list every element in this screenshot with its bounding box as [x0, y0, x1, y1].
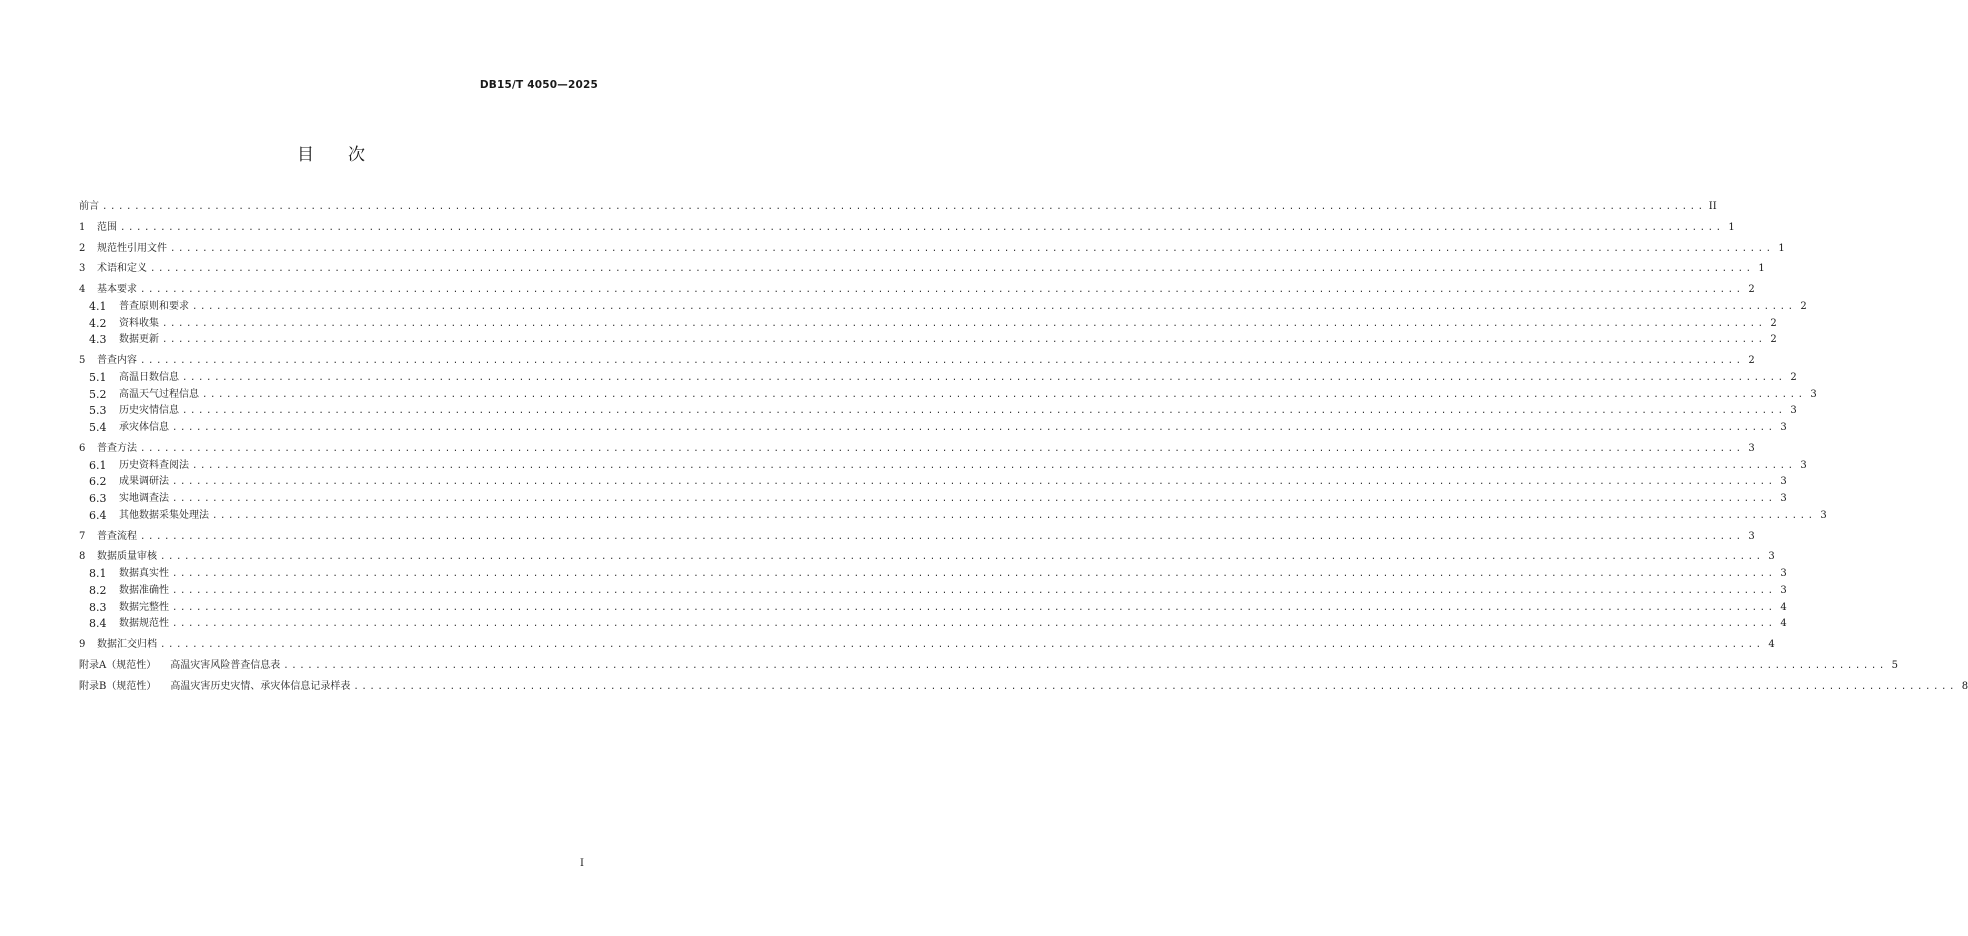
- toc-entry[interactable]: [79, 370, 1797, 387]
- dot-leader: ........................................................................................................................................................................................................: [202, 389, 1806, 400]
- dot-leader: ........................................................................................................................................................................................................: [162, 335, 1766, 346]
- toc-entry-text: [79, 403, 179, 420]
- toc-entry[interactable]: [79, 600, 1787, 617]
- dot-leader: ........................................................................................................................................................................................................: [120, 222, 1724, 233]
- toc-page-number: 3: [1748, 530, 1755, 542]
- dot-leader: ........................................................................................................................................................................................................: [182, 406, 1786, 417]
- toc-entry-title: 基本要求: [97, 284, 137, 295]
- toc-entry-text: [79, 600, 169, 617]
- dot-leader: ........................................................................................................................................................................................................: [102, 202, 1706, 212]
- toc-annex-label: 附录B（规范性）: [79, 680, 157, 692]
- toc-entry-title: 范围: [97, 221, 117, 233]
- dot-leader: ........................................................................................................................................................................................................: [172, 494, 1776, 504]
- toc-entry-number: 5.1: [89, 370, 107, 384]
- toc-entry-title: 普查流程: [97, 530, 137, 542]
- toc-page-number: 4: [1768, 639, 1775, 650]
- dot-leader: ........................................................................................................................................................................................................: [140, 531, 1744, 542]
- toc-entry-number: 7: [79, 530, 86, 542]
- toc-entry-title: 普查内容: [97, 355, 137, 366]
- dot-leader: ........................................................................................................................................................................................................: [150, 264, 1754, 275]
- toc-entry[interactable]: [79, 282, 1755, 299]
- page-title: 目次: [297, 145, 399, 165]
- toc-entry[interactable]: [79, 529, 1755, 546]
- document-code: DB15/T 4050—2025: [479, 79, 598, 91]
- toc-page-number: 4: [1780, 601, 1787, 613]
- dot-leader: ........................................................................................................................................................................................................: [192, 301, 1796, 312]
- toc-entry-text: [79, 282, 137, 299]
- toc-entry-title: 高温灾害历史灾情、承灾体信息记录样表: [170, 680, 351, 692]
- toc-page-number: 1: [1728, 221, 1735, 233]
- toc-entry-text: [79, 370, 179, 387]
- toc-entry-title: 数据完整性: [119, 601, 169, 613]
- toc-entry-text: [79, 420, 169, 437]
- toc-entry[interactable]: [79, 658, 1898, 675]
- toc-entry-text: [79, 508, 209, 525]
- toc-entry-title: 前言: [79, 201, 99, 212]
- toc-page-number: 3: [1780, 568, 1787, 579]
- toc-entry-text: [79, 199, 99, 216]
- toc-entry-text: [79, 332, 159, 349]
- dot-leader: ........................................................................................................................................................................................................: [353, 681, 1958, 692]
- toc-entry-number: 3: [79, 263, 86, 275]
- toc-page-number: 3: [1800, 459, 1807, 471]
- toc-page-number: 2: [1770, 317, 1777, 329]
- toc-entry[interactable]: [79, 583, 1787, 600]
- toc-entry-title: 数据真实性: [119, 568, 169, 579]
- toc-entry-title: 术语和定义: [97, 263, 147, 275]
- toc-page-number: 3: [1790, 405, 1797, 417]
- footer-page-number: I: [580, 858, 584, 869]
- toc-entry-number: 6.4: [89, 508, 107, 522]
- toc-entry-number: 6.1: [89, 458, 107, 472]
- toc-entry-title: 数据更新: [119, 334, 159, 346]
- toc-entry-number: 8: [79, 551, 86, 563]
- toc-entry-text: [79, 261, 147, 278]
- toc-entry[interactable]: [79, 299, 1807, 316]
- toc-entry-text: [79, 458, 189, 475]
- dot-leader: ........................................................................................................................................................................................................: [140, 443, 1744, 454]
- toc-entry-number: 4.2: [89, 316, 107, 330]
- toc-page-number: 3: [1820, 509, 1827, 521]
- toc-entry[interactable]: [79, 491, 1787, 508]
- toc-page-number: 1: [1758, 263, 1765, 275]
- toc-entry-title: 数据规范性: [119, 618, 169, 630]
- toc-entry-title: 规范性引用文件: [97, 242, 167, 254]
- toc-entry-number: 4.1: [89, 299, 107, 313]
- dot-leader: ........................................................................................................................................................................................................: [140, 285, 1744, 295]
- toc-page-number: 3: [1748, 442, 1755, 454]
- toc-entry[interactable]: [79, 679, 1968, 696]
- dot-leader: ........................................................................................................................................................................................................: [140, 356, 1744, 366]
- dot-leader: ........................................................................................................................................................................................................: [172, 585, 1776, 596]
- toc-entry-title: 高温日数信息: [119, 371, 179, 383]
- dot-leader: ........................................................................................................................................................................................................: [170, 243, 1774, 254]
- dot-leader: ........................................................................................................................................................................................................: [160, 552, 1764, 563]
- toc-entry-number: 4.3: [89, 333, 107, 347]
- toc-entry-text: [79, 658, 280, 675]
- toc-entry-text: [79, 441, 137, 458]
- toc-entry-number: 9: [79, 639, 86, 650]
- toc-entry[interactable]: [79, 420, 1787, 437]
- dot-leader: ........................................................................................................................................................................................................: [172, 569, 1776, 579]
- dot-leader: ........................................................................................................................................................................................................: [160, 640, 1764, 650]
- dot-leader: ........................................................................................................................................................................................................: [162, 318, 1766, 329]
- toc-entry[interactable]: [79, 241, 1785, 258]
- toc-entry[interactable]: [79, 316, 1777, 333]
- toc-page-number: 3: [1780, 476, 1787, 488]
- toc-entry-text: [79, 616, 169, 633]
- dot-leader: ........................................................................................................................................................................................................: [212, 510, 1816, 521]
- toc-entry-text: [79, 566, 169, 583]
- toc-entry-text: [79, 220, 117, 237]
- toc-entry[interactable]: [79, 549, 1775, 566]
- toc-entry-text: [79, 679, 350, 696]
- toc-entry-title: 数据质量审核: [97, 551, 157, 563]
- toc-entry-title: 数据准确性: [119, 584, 169, 596]
- toc-page-number: 5: [1891, 659, 1898, 671]
- toc-page-number: 8: [1961, 680, 1968, 692]
- toc-entry-title: 承灾体信息: [119, 422, 169, 433]
- toc-entry-number: 8.1: [89, 567, 107, 580]
- toc-entry-number: 4: [79, 284, 86, 295]
- toc-entry-title: 数据汇交归档: [97, 639, 157, 650]
- toc-page-number: 2: [1790, 371, 1797, 383]
- table-of-contents: [79, 199, 1968, 695]
- toc-entry-title: 实地调查法: [119, 493, 169, 504]
- toc-entry-text: [79, 474, 169, 491]
- toc-entry-number: 5.3: [89, 404, 107, 418]
- toc-entry[interactable]: [79, 332, 1777, 349]
- toc-entry-number: 5: [79, 355, 86, 366]
- toc-entry-number: 5.2: [89, 387, 107, 401]
- toc-entry-number: 8.4: [89, 617, 107, 631]
- toc-entry-text: [79, 299, 189, 316]
- toc-page-number: 2: [1748, 284, 1755, 295]
- toc-entry-title: 高温灾害风险普查信息表: [170, 659, 281, 671]
- toc-entry-text: [79, 353, 137, 370]
- toc-entry[interactable]: [79, 353, 1755, 370]
- dot-leader: ........................................................................................................................................................................................................: [172, 602, 1776, 613]
- dot-leader: ........................................................................................................................................................................................................: [192, 460, 1796, 471]
- toc-page-number: 3: [1810, 388, 1817, 400]
- toc-entry-number: 1: [79, 221, 86, 233]
- toc-entry-number: 6.2: [89, 475, 107, 489]
- toc-entry-text: [79, 387, 199, 404]
- toc-entry[interactable]: [79, 441, 1755, 458]
- toc-entry-number: 6: [79, 442, 86, 454]
- toc-entry-text: [79, 529, 137, 546]
- toc-entry[interactable]: [79, 261, 1765, 278]
- toc-entry-text: [79, 241, 167, 258]
- toc-entry-number: 6.3: [89, 492, 107, 505]
- toc-entry-title: 历史灾情信息: [119, 405, 179, 417]
- toc-entry-title: 普查方法: [97, 442, 137, 454]
- toc-entry-title: 资料收集: [119, 317, 159, 329]
- toc-entry-title: 其他数据采集处理法: [119, 509, 209, 521]
- toc-page-number: 1: [1778, 242, 1785, 254]
- toc-annex-label: 附录A（规范性）: [79, 659, 157, 671]
- dot-leader: ........................................................................................................................................................................................................: [283, 660, 1887, 671]
- toc-page-number: 2: [1770, 334, 1777, 346]
- dot-leader: ........................................................................................................................................................................................................: [172, 423, 1776, 433]
- toc-page-number: 4: [1780, 618, 1787, 630]
- toc-entry-text: [79, 491, 169, 508]
- toc-page-number: 2: [1748, 355, 1755, 366]
- toc-entry[interactable]: [79, 403, 1797, 420]
- toc-entry[interactable]: [79, 474, 1787, 491]
- toc-entry-number: 5.4: [89, 421, 107, 434]
- toc-entry-text: [79, 549, 157, 566]
- toc-entry[interactable]: [79, 637, 1775, 654]
- toc-entry[interactable]: [79, 199, 1717, 216]
- toc-entry-text: [79, 637, 157, 654]
- toc-entry[interactable]: [79, 616, 1787, 633]
- dot-leader: ........................................................................................................................................................................................................: [172, 619, 1776, 630]
- dot-leader: ........................................................................................................................................................................................................: [172, 477, 1776, 488]
- toc-page-number: 2: [1800, 300, 1807, 312]
- toc-entry[interactable]: [79, 566, 1787, 583]
- dot-leader: ........................................................................................................................................................................................................: [182, 372, 1786, 383]
- toc-entry-title: 历史资料查阅法: [119, 459, 189, 471]
- toc-entry-number: 8.3: [89, 600, 107, 614]
- toc-page-number: II: [1708, 201, 1717, 212]
- toc-entry-title: 成果调研法: [119, 476, 169, 488]
- toc-entry-number: 2: [79, 242, 86, 254]
- toc-entry[interactable]: [79, 387, 1817, 404]
- toc-entry-text: [79, 583, 169, 600]
- toc-page-number: 3: [1780, 584, 1787, 596]
- toc-entry-number: 8.2: [89, 583, 107, 597]
- toc-entry-text: [79, 316, 159, 333]
- toc-page-number: 3: [1768, 551, 1775, 563]
- toc-entry-title: 高温天气过程信息: [119, 388, 199, 400]
- toc-entry[interactable]: [79, 220, 1735, 237]
- toc-entry-title: 普查原则和要求: [119, 300, 189, 312]
- toc-entry[interactable]: [79, 458, 1807, 475]
- toc-page-number: 3: [1780, 493, 1787, 504]
- toc-entry[interactable]: [79, 508, 1827, 525]
- toc-page-number: 3: [1780, 422, 1787, 433]
